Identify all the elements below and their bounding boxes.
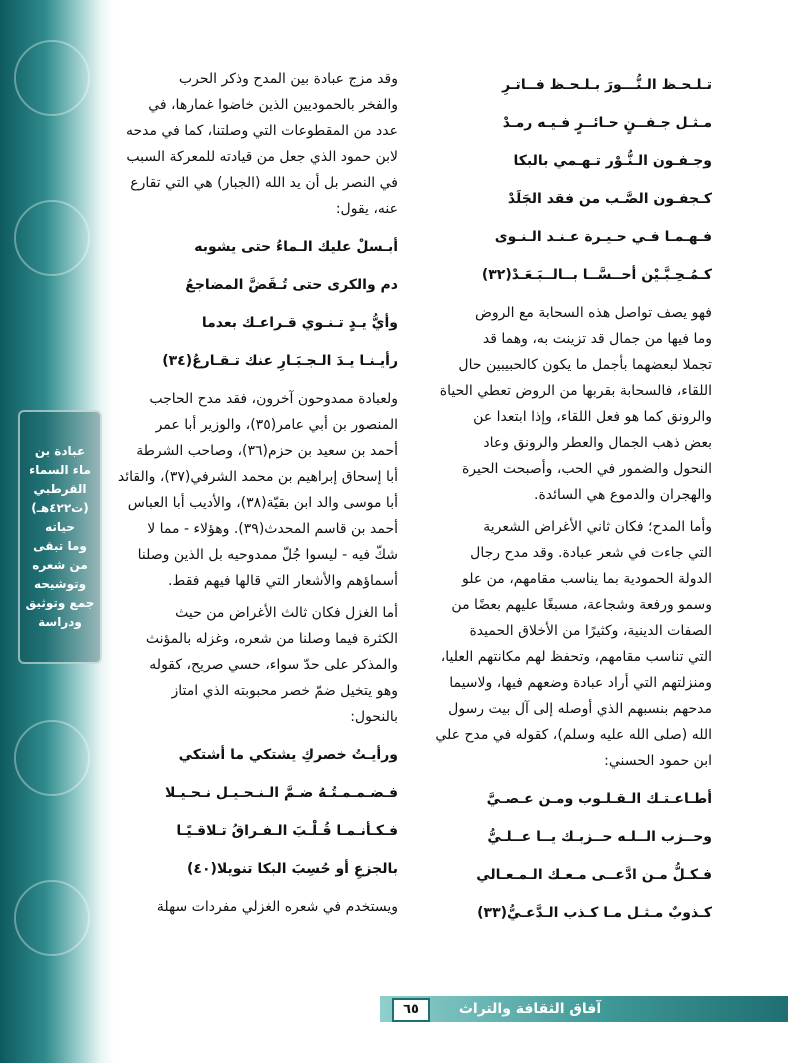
paragraph-line: أحمد بن سعيد بن حزم(٣٦)، وصاحب الشرطة <box>136 443 398 459</box>
poem-verse: فـهـمـا فـي حـيـرة عـنـد الـنـوى <box>494 229 712 245</box>
article-title-line: من شعره <box>32 558 88 572</box>
article-title-line: وما تبقى <box>33 539 87 553</box>
poem-verse: فـكـلُّ مـن ادَّعــى مـعـك الـمـعـالي <box>476 867 712 883</box>
article-title-line: القرطبي <box>33 482 87 496</box>
paragraph-line: والمذكر على حدّ سواء، حسي صريح، كقوله <box>149 657 398 673</box>
ornament-circle <box>14 720 90 796</box>
paragraph-line: النحول والضمور في الحب، وأصبحت الحيرة <box>461 461 712 477</box>
paragraph-line: تجملا لبعضهما بأجمل ما يكون كالحبيبين حال <box>458 357 712 373</box>
article-title-box <box>18 410 102 664</box>
poem-verse: تـلـحـظ الـنُّـــورَ بـلـحـظ فــاتـرِ <box>502 77 712 93</box>
paragraph-line: ويستخدم في شعره الغزلي مفردات سهلة <box>156 899 398 915</box>
poem-verse: كـمُـحِـبَّـيْن أحــسَّــا بــالــبَـعَـدْ(٣٢) <box>481 267 712 283</box>
paragraph-line: الله (صلى الله عليه وسلم)، كقوله في مدح علي <box>435 727 712 743</box>
paragraph <box>100 600 398 730</box>
paragraph <box>100 894 398 920</box>
paragraph-line: الدولة الحمودية بما يناسب مقامهم، من علو <box>461 571 712 587</box>
poem-verse: رأيـنـا يـدَ الـجـبَـارِ عنك تـقـارعُ(٣٤) <box>162 353 398 369</box>
paragraph <box>408 514 712 774</box>
paragraph-line: بعض ذهب الجمال والعطر والرونق وعاد <box>483 435 712 451</box>
paragraph-line: اللقاء، فالسحابة بقربها من الروض تعطي الحياة <box>439 383 712 399</box>
paragraph-line: في النصر بل أن يد الله (الجبار) هي التي تقارع <box>130 175 398 191</box>
article-title-line: عبادة بن <box>34 444 86 458</box>
paragraph-line: أبا موسى والد ابن بقيّة(٣٨)، والأديب أبا العباس <box>127 495 398 511</box>
article-title-line: ودراسة <box>38 615 82 629</box>
magazine-title: آفاق الثقافة والتراث <box>458 1001 602 1017</box>
paragraph-line: والفخر بالحموديين الذين خاضوا غمارها، في <box>148 97 398 113</box>
paragraph <box>100 386 398 594</box>
left-text-column <box>100 66 398 926</box>
article-title-line: ماء السماء <box>29 463 91 477</box>
article-title-line: (ت٤٢٢هـ) <box>31 501 89 515</box>
paragraph-line: والرونق كما هو فعل اللقاء، وإذا ابتعدا عن <box>473 409 712 425</box>
poem-verse: بالجزعِ أو حُسِبَ البكا تنويلا(٤٠) <box>187 861 398 877</box>
right-text-column <box>408 66 712 932</box>
ornament-circle <box>14 880 90 956</box>
article-title-line: جمع وتوثيق <box>25 596 95 610</box>
poem-verse: وأيُّ يـدٍ تـنـوي قـراعـك بعدما <box>201 315 398 331</box>
paragraph-line: أما الغزل فكان ثالث الأغراض من حيث <box>175 605 398 621</box>
poem-verse: وجـفـون الـنُّـوْر تـهـمي بالبكا <box>513 153 712 169</box>
article-title-line: حياته <box>45 520 75 534</box>
paragraph-line: أحمد بن قاسم المحدث(٣٩). وهؤلاء - مما لا <box>147 521 398 537</box>
paragraph-line: ابن حمود الحسني: <box>604 753 712 769</box>
poem-verses-top <box>408 66 712 294</box>
poem-verse: كـجفـون الصَّـب من فقد الجَلَدْ <box>507 191 712 207</box>
paragraph-line: ومنزلتهم التي أراد عبادة وضعهم فيها، ولاسيما <box>449 675 712 691</box>
paragraph-line: أسماؤهم والأشعار التي قالها فيهم فقط. <box>167 573 398 589</box>
poem-verse: مـثـل جـفــنٍ حـائــرٍ فـيـه رمـدْ <box>502 115 712 131</box>
poem-verse: فـضـمـمـتُـهُ ضـمَّ الـنـحـيـل نـحـيـلا <box>164 785 398 801</box>
paragraph-line: أبا إسحاق إبراهيم بن محمد الشرفي(٣٧)، والقائد <box>117 469 398 485</box>
paragraph-line: الصفات الدينية، وكثيرًا من الأخلاق الحميدة <box>469 623 712 639</box>
paragraph <box>100 66 398 222</box>
ornament-circle <box>14 200 90 276</box>
paragraph-line: شكّ فيه - ليسوا جُلّ ممدوحيه بل الذين وصلنا <box>137 547 398 563</box>
paragraph-line: لابن حمود الذي جعل من قيادته للمعركة السبب <box>126 149 398 165</box>
ornament-circle <box>14 40 90 116</box>
paragraph-line: عنه، يقول: <box>335 201 398 217</box>
paragraph-line: فهو يصف تواصل هذه السحابة مع الروض <box>474 305 712 321</box>
paragraph-line: التي تناسب مقامهم، وتحفظ لهم مكانتهم العليا، <box>440 649 712 665</box>
poem-verse: أطـاعـتـك الـقـلـوب ومـن عـصـيَّ <box>486 791 712 807</box>
article-title-line: وتوشيحه <box>33 577 87 591</box>
paragraph-line: مدحهم بنسبهم الذي أوصله إلى آل بيت رسول <box>448 701 712 717</box>
poem-verse: كـذوبٌ مـثـل مـا كـذب الـدَّعـيُّ(٣٣) <box>477 905 712 921</box>
paragraph-line: ولعبادة ممدوحون آخرون، فقد مدح الحاجب <box>149 391 398 407</box>
paragraph-line: المنصور بن أبي عامر(٣٥)، والوزير أبا عمر <box>155 417 398 433</box>
poem-verse: دم والكرى حتى تُـقَضَّ المضاجعُ <box>185 277 398 293</box>
paragraph-line: الكثرة فيما وصلنا من شعره، وغزله بالمؤنث <box>145 631 398 647</box>
poem-verses <box>100 228 398 380</box>
paragraph-line: وهو يتخيل ضمّ خصر محبوبته الذي امتاز <box>171 683 398 699</box>
poem-verse: فـكـأنـمـا قُـلْـبَ الـفـراقُ تـلاقـيًـا <box>176 823 398 839</box>
paragraph-line: وقد مزج عبادة بين المدح وذكر الحرب <box>178 71 398 87</box>
poem-verse: وحــزب الــلـه حــزبـك يــا عــلـيُّ <box>487 829 712 845</box>
poem-verse: ورأيـتُ خصركِ يشتكي ما أشتكي <box>178 747 398 763</box>
poem-verses <box>100 736 398 888</box>
paragraph-line: وما فيها من جمال قد تزينت به، وهما قد <box>482 331 712 347</box>
paragraph-line: والهجران والدموع هي السائدة. <box>534 487 712 503</box>
paragraph-line: وسمو ورفعة وشجاعة، مسبغًا عليهم بعضًا من <box>451 597 712 613</box>
poem-verse: أبـسلْ عليك الـماءُ حتى يشوبه <box>194 239 398 255</box>
page-number: ٦٥ <box>392 998 430 1022</box>
paragraph-line: بالنحول: <box>350 709 398 725</box>
poem-verses-bottom <box>408 780 712 932</box>
paragraph-line: وأما المدح؛ فكان ثاني الأغراض الشعرية <box>483 519 712 535</box>
paragraph <box>408 300 712 508</box>
paragraph-line: عدد من المقطوعات التي وصلتنا، كما في مدحه <box>125 123 398 139</box>
paragraph-line: التي جاءت في شعر عبادة. وقد مدح رجال <box>470 545 712 561</box>
